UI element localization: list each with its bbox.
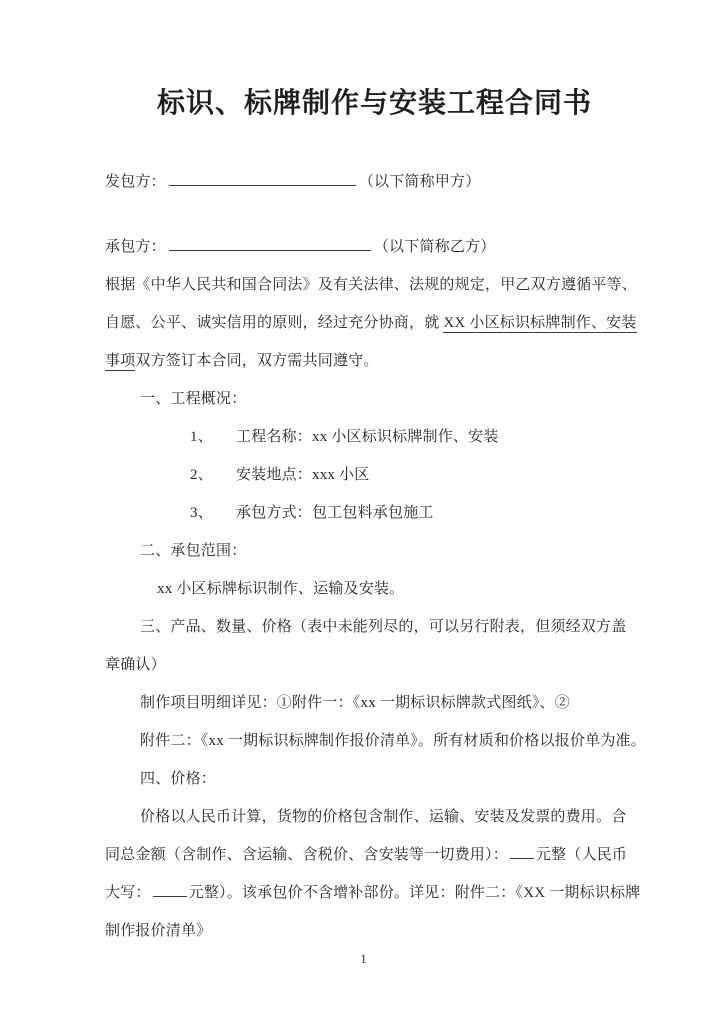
item-1-text: 工程名称：xx 小区标识标牌制作、安装: [236, 429, 499, 445]
section-1-heading: 一、工程概况：: [140, 391, 247, 407]
section-3-heading-line-2: 章确认）: [105, 657, 166, 673]
section-4-heading: 四、价格：: [140, 771, 217, 787]
party-a-line: [105, 163, 622, 201]
section-1-item-2: [105, 456, 622, 494]
party-b-suffix: （以下简称乙方）: [373, 239, 496, 255]
amount-in-words-blank-field: [153, 881, 187, 897]
preamble-line-2-text: 自愿、公平、诚实信用的原则，经过充分协商，就: [105, 315, 444, 331]
section-1-item-1: [105, 418, 622, 456]
section-3-detail-line-2: 附件二：《xx 一期标识标牌制作报价清单》。所有材质和价格以报价单为准。: [140, 733, 646, 749]
item-3-number: 3、: [190, 505, 213, 521]
item-3-text: 承包方式：包工包料承包施工: [236, 505, 434, 521]
item-2-number: 2、: [190, 467, 213, 483]
section-4-line-4: 制作报价清单》: [105, 923, 212, 939]
section-4-line-1: 价格以人民币计算，货物的价格包含制作、运输、安装及发票的费用。合: [140, 809, 627, 825]
preamble-line-3: [105, 342, 622, 380]
preamble-line-3-text: 双方签订本合同，双方需共同遵守。: [135, 353, 379, 369]
item-1-number: 1、: [190, 429, 213, 445]
party-b-line: [105, 228, 622, 266]
total-amount-suffix: 元整（人民币: [535, 847, 628, 863]
section-4-line-2: [105, 836, 628, 874]
project-name-underlined: XX 小区标识标牌制作、安装: [443, 315, 637, 331]
section-2-heading: 二、承包范围：: [140, 543, 247, 559]
party-b-blank-field: [169, 235, 371, 251]
document-title: 标识、标牌制作与安装工程合同书: [156, 87, 592, 118]
section-1-item-3: [105, 494, 622, 532]
section-3-heading-line-1: 三、产品、数量、价格（表中未能列尽的，可以另行附表，但须经双方盖: [140, 619, 627, 635]
project-matter-underlined: 事项: [105, 353, 136, 369]
preamble-line-2: [105, 304, 637, 342]
page-number: 1: [360, 951, 367, 966]
item-2-text: 安装地点：xxx 小区: [236, 467, 370, 483]
total-amount-label: 同总金额（含制作、含运输、含税价、含安装等一切费用）：: [105, 847, 508, 863]
section-3-detail-line-1: 制作项目明细详见：①附件一：《xx 一期标识标牌款式图纸》、②: [140, 695, 570, 711]
party-a-suffix: （以下简称甲方）: [358, 174, 481, 190]
section-4-line-3: [105, 874, 641, 912]
amount-in-words-suffix: 元整）。该承包价不含增补部份。详见：附件二：《XX 一期标识标牌: [188, 885, 641, 901]
total-amount-blank-field: [510, 843, 534, 859]
preamble-line-1: 根据《中华人民共和国合同法》及有关法律、法规的规定，甲乙双方遵循平等、: [105, 277, 638, 293]
party-a-blank-field: [169, 170, 356, 186]
amount-in-words-label: 大写：: [105, 885, 151, 901]
section-2-body: xx 小区标牌标识制作、运输及安装。: [157, 581, 405, 597]
party-b-label: 承包方：: [105, 239, 166, 255]
party-a-label: 发包方：: [105, 174, 166, 190]
